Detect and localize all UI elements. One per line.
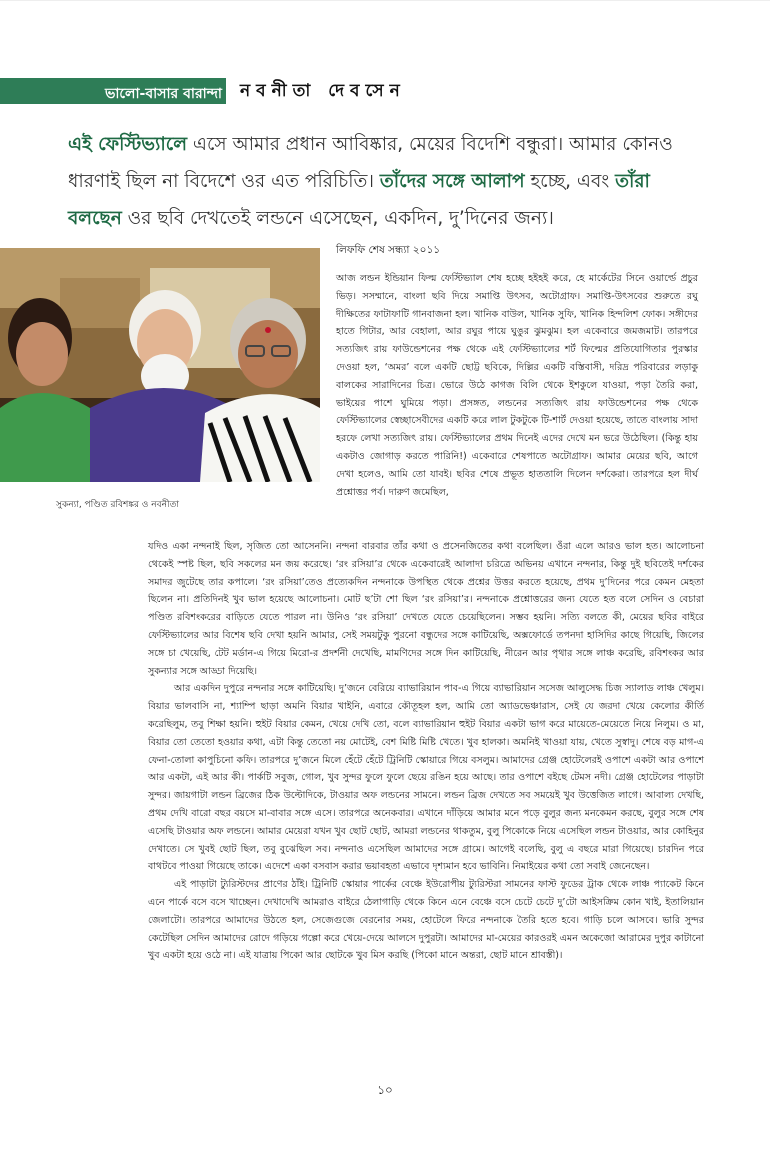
section-header bbox=[0, 78, 770, 104]
article-column-right bbox=[336, 270, 698, 501]
article-paragraph-3: এই পাড়াটা ট্যুরিস্টদের প্রাণের ঠাঁই। ট্রিনিটি স্কোয়ার পার্কের বেঞ্চে ইউরোপীয় ট্যুরিস্টরা সামনের ফাস্ট ফুডের ট্রাক থেকে লাঞ্চ প্যাকেট কিনে এনে পার্কে বসে বসে খাচ্ছেন। দেখাদেখি আমরাও বাইরে ঠেলাগাড়ি থেকে কিনে এনে বেঞ্চে বসে চেটে চেটে দু’টো আইসক্রিম কোন খাই, ইতালিয়ান জেলাটো। তারপরে আমাদের উঠতে হল, সেজেগুজে বেরনোর সময়, হোটেলে ফিরে নন্দনাকে তৈরি হতে হবে। গাড়ি চলে আসবে। ভারি সুন্দর কেটেছিল সেদিন আমাদের রোদে গড়িয়ে গল্পো করে খেয়ে-দেয়ে আলসে দুপুরটা। আমাদের মা-মেয়ের কারওরই এমন অকেজো আরামের দুপুর কাটানো খুব একটা হয়ে ওঠে না। এই যাত্রায় পিকো আর ছোটকে খুব মিস করছি (পিকো মানে অন্তরা, ছোট মানে শ্রাবস্তী)। bbox=[148, 879, 704, 962]
author-name: নবনীতা দেবসেন bbox=[240, 81, 406, 101]
article-photo bbox=[0, 248, 320, 482]
photo-illustration bbox=[0, 248, 320, 482]
intro-highlight-1: এই ফেস্টিভ্যালে bbox=[68, 134, 187, 155]
page-number: ১০ bbox=[377, 1083, 393, 1097]
dateline: লিফফি শেষ সন্ধ্যা ২০১১ bbox=[336, 244, 441, 256]
intro-text-1: এসে আমার প্রধান আবিষ্কার, মেয়ের বিদেশি বন্ধুরা। আমার কোনও ধারণাই ছিল না বিদেশে ওর এত পরিচিতি। bbox=[68, 134, 673, 192]
article-paragraph-0: আজ লন্ডন ইন্ডিয়ান ফিল্ম ফেস্টিভ্যাল শেষ হচ্ছে হইহই করে, হে মার্কেটের সিনে ওয়ার্ল্ডে প্রচুর ভিড়। সসম্মানে, বাংলা ছবি দিয়ে সমাপ্তি উৎসব, অটোগ্রাফ। সমাপ্তি-উৎসবের শুরুতে রঘু দীক্ষিতের ফাটাফাটি গানবাজনা হল। খানিক বাউল, খানিক সুফি, খানিক হিন্দলিশ ফোক। সঙ্গীদের হাতে গিটার, আর বেহালা, আর রঘুর পায়ে ঘুঙুর ঝুমঝুম। হল একেবারে জমজমাট। তারপরে সত্যজিৎ রায় ফাউন্ডেশনের পক্ষ থেকে এই ফেস্টিভ্যালের শর্ট ফিল্মের প্রতিযোগিতার পুরস্কার দেওয়া হল, ‘অমর’ বলে একটি ছোট্ট ছবিকে, দিল্লির একটি বস্তিবাসী, দরিদ্র পরিবারের লড়াকু বালকের সারাদিনের চিত্র। ভোরে উঠে কাগজ বিলি থেকে ইশকুলে যাওয়া, পড়া তৈরি করা, ভাইয়ের পাশে ঘুমিয়ে পড়া। প্রসঙ্গত, লন্ডনের সত্যজিৎ রায় ফাউন্ডেশনের পক্ষ থেকে ফেস্টিভ্যালের স্বেচ্ছাসেবীদের একটি করে লাল টুকটুকে টি-শার্ট দেওয়া হয়েছে, তাতে বাংলায় সাদা হরফে লেখা সত্যজিৎ রায়। ফেস্টিভ্যালের প্রথম দিনেই এদের দেখে মন ভরে উঠেছিল। (কিন্তু হায় একটাও জোগাড় করতে পারিনি!) একেবারে শেষপাতে অটোগ্রাফ। আমার মেয়ের ছবি, আগে দেখা হলেও, আমি তো যাবই। ছবির শেষে প্রভূত হাততালি দিলেন দর্শকেরা। তারপরে হল দীর্ঘ প্রশ্নোত্তর পর্ব। দারুণ জমেছিল, bbox=[336, 273, 698, 498]
intro-pullquote bbox=[68, 126, 710, 237]
article-paragraph-2: আর একদিন দুপুরে নন্দনার সঙ্গে কাটিয়েছি। দু’জনে বেরিয়ে ব্যাভারিয়ান পাব-এ গিয়ে ব্যাভারিয়ান সসেজ আলুসেদ্ধ চিজ স্যালাড লাঞ্চ খেলুম। বিয়ার ভালবাসি না, শ্যাম্পি ছাড়া অমনি বিয়ার খাইনি, এবারে কৌতূহল হল, আমি তো অ্যাডভেঞ্চারাস, সেই যে জরদা খেয়ে কেলোর কীর্তি করেছিলুম, তবু শিক্ষা হয়নি। হুইট বিয়ার কেমন, খেয়ে দেখি তো, বলে ব্যাভারিয়ান হুইট বিয়ার একটা ভাগ করে মায়েতে-মেয়েতে নিয়ে নিলুম। ও মা, বিয়ার তো তেতো হওয়ার কথা, এটা কিন্তু তেতো নয় মোটেই, বেশ মিষ্টি মিষ্টি খেতে। খুব হালকা। অমনিই খাওয়া যায়, খেতে সুস্বাদু। শেষে বড় মাগ-এ ফেনা-তোলা কাপুচিনো কফি। তারপরে দু’জনে মিলে হেঁটে হেঁটে ট্রিনিটি স্কোয়ারে গিয়ে বসলুম। আমাদের গ্রেঞ্জ হোটেলেরই ওপাশে একটা আর ওপাশে আর একটা, এই আর কী। পার্কটি সবুজ, গোল, খুব সুন্দর ফুলে ফুলে ছেয়ে রঙিন হয়ে আছে। তার ওপাশে বইছে টেমস নদী। গ্রেঞ্জ হোটেলের পাড়াটা সুন্দর। জায়গাটা লন্ডন ব্রিজের ঠিক উল্টোদিকে, টাওয়ার অফ লন্ডনের সামনে। লন্ডন ব্রিজ দেখতে সব সময়েই খুব উত্তেজিত লাগে। আবাল্য দেখছি, প্রথম দেখি বারো বছর বয়সে মা-বাবার সঙ্গে এসে। তারপরে অনেকবার। এখানে দাঁড়িয়ে আমার মনে পড়ে বুলুর জন্য মনকেমন করছে, বুলুর সঙ্গে শেষ এসেছি টাওয়ার অফ লন্ডনে। আমার মেয়েরা যখন খুব ছোট ছোট, আমরা লন্ডনের থাকতুম, বুলু পিকোকে নিয়ে এসেছিল লন্ডন টাওয়ার, আর কোহিনুর দেখাতে। সে খুবই ছোট ছিল, তবু বুঝেছিল সব। নন্দনাও এসেছিল আমাদের সঙ্গে গ্রামে। আগেই বলেছি, বুলু এ বছরে মারা গিয়েছে। চারদিন পরে বাথটবে পাওয়া গিয়েছে তাকে। এদেশে একা বসবাস করার ভয়াবহতা এভাবে দৃশ্যমান হবে ভাবিনি। নিমাইয়ের কথা তো সবাই জেনেছেন। bbox=[148, 683, 704, 873]
article-paragraph-1: যদিও একা নন্দনাই ছিল, সৃজিত তো আসেননি। নন্দনা বারবার তাঁর কথা ও প্রসেনজিতের কথা বলেছিল। ওঁরা এলে আরও ভাল হত। আলোচনা থেকেই স্পষ্ট ছিল, ছবি সকলের মন জয় করেছে। ‘রং রসিয়া’র থেকে একেবারেই আলাদা চরিত্রে অভিনয় এখানে নন্দনার, কিন্তু দুই ছবিতেই দর্শকের সমাদর জুটেছে তার কপালে। ‘রং রসিয়া’তেও প্রত্যেকদিন নন্দনাকে উপস্থিত থেকে প্রশ্নের উত্তর করতে হয়েছে, প্রথম দু’দিনের পরে কেমন মেহতা ছিলেন না। প্রতিদিনই খুব ভাল হয়েছে আলোচনা। মোট ছ’টা শো ছিল ‘রং রসিয়া’র। নন্দনাকে প্রশ্নোত্তরের জন্য যেতে হত বলে সেদিন ও বেচারা পণ্ডিত রবিশংকরের বাড়িতে যেতে পারল না। উনিও ‘রং রসিয়া’ দেখতে যেতে চেয়েছিলেন। সম্ভব হয়নি। সত্যি বলতে কী, মেয়ের ছবির বাইরে ফেস্টিভ্যালের আর বিশেষ ছবি দেখা হয়নি আমার, সেই সময়টুকু পুরনো বন্ধুদের সঙ্গে কাটিয়েছি, অক্সফোর্ডে তপনদা হাসিদির কাছে গিয়েছি, জিলের সঙ্গে চা খেয়েছি, টেট মর্ডান-এ গিয়ে মিরো-র প্রদর্শনী দেখেছি, মামণিদের সঙ্গে দিন কাটিয়েছি, নীরেন আর পৃথার সঙ্গে লাঞ্চ করেছি, রবিশংকর আর সুকন্যার সঙ্গে আড্ডা দিয়েছি। bbox=[148, 541, 704, 677]
photo-caption: সুকন্যা, পণ্ডিত রবিশঙ্কর ও নবনীতা bbox=[56, 500, 179, 510]
top-rule bbox=[0, 0, 770, 1]
section-label-bar bbox=[0, 78, 226, 104]
article-column-full bbox=[148, 538, 704, 965]
section-label: ভালো-বাসার বারান্দা bbox=[104, 86, 222, 102]
intro-text-2: হচ্ছে, এবং bbox=[524, 171, 616, 192]
intro-text-3: ওর ছবি দেখতেই লন্ডনে এসেছেন, একদিন, দু’দিনের জন্য। bbox=[121, 208, 554, 229]
intro-highlight-2: তাঁদের সঙ্গে আলাপ bbox=[379, 171, 525, 192]
intro-highlight-3: তাঁরা বলছেন bbox=[68, 171, 650, 229]
